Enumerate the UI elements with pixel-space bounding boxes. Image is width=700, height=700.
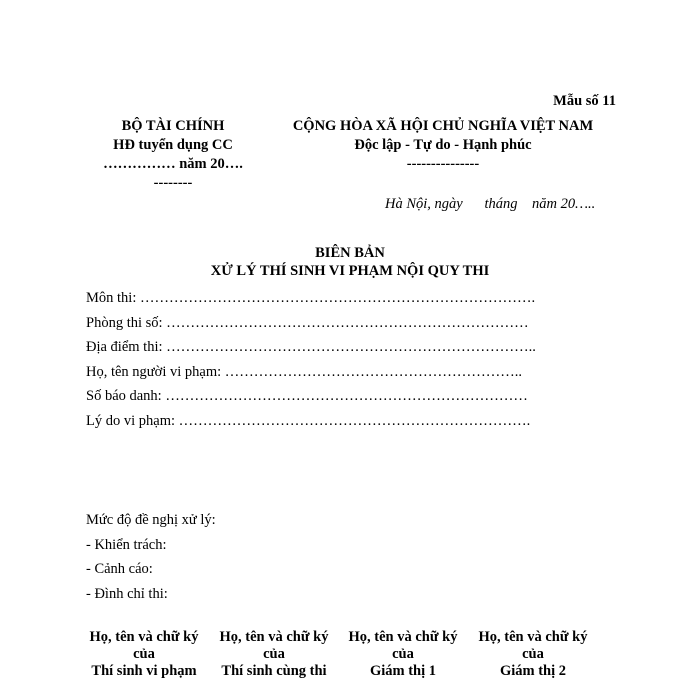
- signature-caption: Họ, tên và chữ ký: [89, 629, 199, 645]
- exam-fields: [86, 288, 536, 435]
- severity-reprimand: - Khiển trách:: [86, 536, 167, 553]
- place-date: Hà Nội, ngày tháng năm 20…..: [385, 196, 596, 212]
- signature-of: của: [522, 646, 544, 662]
- form-number: Mẫu số 11: [553, 93, 616, 109]
- signature-role: Thí sinh cùng thi: [221, 663, 327, 679]
- severity-suspension: - Đình chỉ thi:: [86, 585, 168, 602]
- signature-caption: Họ, tên và chữ ký: [219, 629, 329, 645]
- nation-divider: ---------------: [406, 156, 480, 172]
- signature-of: của: [392, 646, 414, 662]
- title-line-1: BIÊN BẢN: [315, 245, 385, 261]
- ministry-name: BỘ TÀI CHÍNH: [121, 118, 225, 134]
- ministry-divider: --------: [153, 175, 193, 191]
- document-title: [0, 244, 700, 280]
- signature-fellow-candidate: [209, 629, 339, 680]
- field-subject: Môn thi: ……………………………………………………………………….: [86, 290, 536, 306]
- field-violator-name: Họ, tên người vi phạm: ……………………………………………………..: [86, 363, 523, 380]
- nation-motto: Độc lập - Tự do - Hạnh phúc: [354, 137, 532, 153]
- field-room: Phòng thi số: …………………………………………………………………: [86, 314, 529, 331]
- signature-of: của: [133, 646, 155, 662]
- signature-proctor-1: [338, 629, 468, 680]
- signature-of: của: [263, 646, 285, 662]
- national-header: [268, 117, 618, 174]
- signature-role: Thí sinh vi phạm: [91, 663, 197, 679]
- signature-role: Giám thị 1: [369, 663, 437, 679]
- severity-warning: - Cảnh cáo:: [86, 561, 153, 577]
- field-candidate-number: Số báo danh: …………………………………………………………………: [86, 388, 528, 404]
- severity-section: [86, 510, 216, 608]
- nation-name: CỘNG HÒA XÃ HỘI CHỦ NGHĨA VIỆT NAM: [292, 118, 594, 134]
- signature-role: Giám thị 2: [499, 663, 567, 679]
- field-location: Địa điểm thi: …………………………………………………………………..: [86, 339, 536, 355]
- council-name: HĐ tuyển dụng CC: [113, 137, 233, 153]
- signature-caption: Họ, tên và chữ ký: [478, 629, 588, 645]
- signature-violator: [79, 629, 209, 680]
- field-violation-reason: Lý do vi phạm: ……………………………………………………………….: [86, 412, 531, 429]
- severity-heading: Mức độ đề nghị xử lý:: [86, 512, 216, 528]
- signature-caption: Họ, tên và chữ ký: [348, 629, 458, 645]
- title-line-2: XỬ LÝ THÍ SINH VI PHẠM NỘI QUY THI: [210, 263, 490, 279]
- signature-proctor-2: [468, 629, 598, 680]
- ministry-header: [88, 117, 258, 193]
- year-line: …………… năm 20….: [103, 156, 243, 172]
